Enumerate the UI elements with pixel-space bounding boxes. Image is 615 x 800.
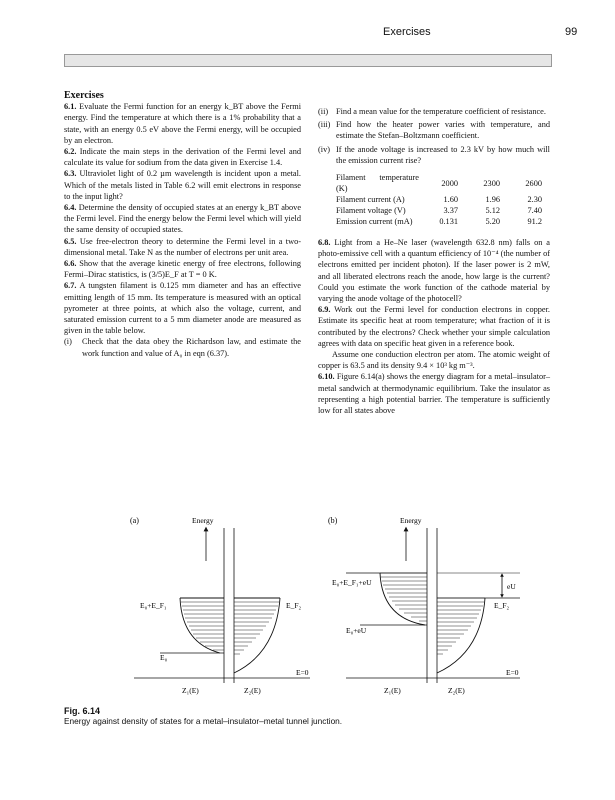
figure-caption	[64, 706, 550, 726]
exercise-6-9-note: Assume one conduction electron per atom. The atomic weight of copper is 63.5 and its density 9.4 × 10³ kg m⁻³.	[318, 350, 550, 371]
figure-6-14	[110, 513, 550, 698]
panel-a	[130, 516, 310, 695]
panel-a-ef1-label: E₀+E_F₁	[140, 601, 167, 610]
panel-b-energy-label: Energy	[400, 516, 422, 525]
panel-b-ef1-label: E₀+E_F₁+eU	[332, 578, 372, 587]
panel-a-left-fill	[180, 598, 224, 650]
exercises-heading: Exercises	[64, 90, 104, 101]
panel-a-tag: (a)	[130, 516, 139, 525]
panel-b-z1-label: Z₁(E)	[384, 686, 401, 695]
page-number: 99	[565, 26, 578, 38]
panel-b-left-fill	[380, 573, 427, 621]
exercise-6-6: 6.6. Show that the average kinetic energy of free electrons, following Fermi–Dirac statistics, is (3/5)E_F at T = 0 K.	[64, 259, 302, 280]
exercise-6-8: 6.8. Light from a He–Ne laser (wavelength 632.8 nm) falls on a photo-emissive cell with a quantum efficiency of 10⁻⁴ (the number of electrons emitted per incident photon). If the laser power is 2 mW, and all liberated electrons reach the anode, how large is the current? Could you estimate the work function of the cathode material by varying the anode voltage of the photocell?	[318, 238, 550, 304]
panel-a-ef2-label: E_F₂	[286, 601, 302, 610]
table-row: Filament voltage (V) 3.37 5.12 7.40	[336, 206, 542, 216]
exercise-6-7-part-iv: (iv) If the anode voltage is increased to 2.3 kV by how much will the emission current rise?	[318, 144, 550, 165]
panel-a-right-curve	[234, 598, 280, 673]
panel-b-right-fill	[437, 598, 485, 654]
exercise-6-7: 6.7. A tungsten filament is 0.125 mm diameter and has an effective emitting length of 15 mm. Its temperature is measured with an optical pyrometer at three points, at which also the voltage, current, and saturated emission current to a 5 mm diameter anode are measured as given in the table below.	[64, 281, 301, 336]
running-header	[0, 26, 615, 42]
right-column	[318, 106, 550, 416]
panel-b-right-curve	[437, 598, 485, 673]
exercise-6-7-part-iii: (iii) Find how the heater power varies with temperature, and estimate the Stefan–Boltzmann coefficient.	[318, 120, 550, 141]
exercise-6-3: 6.3. Ultraviolet light of 0.2 µm wavelength is incident upon a metal. Which of the metals listed in Table 6.2 will emit electrons in response to the input light?	[64, 169, 301, 201]
exercise-6-7-part-ii: (ii) Find a mean value for the temperature coefficient of resistance.	[318, 107, 546, 116]
exercise-6-4: 6.4. Determine the density of occupied states at an energy k_BT above the Fermi level. Find the energy below the Fermi level which will yield the same density of occupied states.	[64, 203, 302, 235]
exercise-6-9: 6.9. Work out the Fermi level for conduction electrons in copper. Estimate its specific heat at room temperature; what fraction of it is contributed by the electrons? Check whether your simple calculation agrees with data on specific heat given in a reference book.	[318, 305, 550, 348]
panel-b-eu-label: eU	[507, 582, 516, 591]
exercise-6-1: 6.1. Evaluate the Fermi function for an energy k_BT above the Fermi energy. Find the temperature at which there is a 1% probability that a state, with an energy 0.5 eV above the Fermi energy, will be occupied by an electron.	[64, 102, 302, 145]
exercise-6-7-part-i: (i) Check that the data obey the Richardson law, and estimate the work function and value of A₀ in eqn (6.37).	[64, 337, 301, 358]
header-section-title: Exercises	[383, 26, 431, 38]
panel-b-e0eu-label: E₀+eU	[346, 626, 367, 635]
panel-a-z2-label: Z₂(E)	[244, 686, 261, 695]
panel-a-energy-label: Energy	[192, 516, 214, 525]
panel-b	[328, 516, 520, 695]
header-rule-bar	[64, 54, 552, 67]
panel-b-ef2-label: E_F₂	[494, 601, 510, 610]
filament-data-table	[336, 172, 550, 227]
panel-b-ezero-label: E=0	[506, 668, 519, 677]
panel-a-z1-label: Z₁(E)	[182, 686, 199, 695]
panel-a-e0-label: E₀	[160, 653, 168, 662]
left-column	[64, 90, 301, 361]
exercise-6-2: 6.2. Indicate the main steps in the derivation of the Fermi level and calculate its value for sodium from the data given in Exercise 1.4.	[64, 147, 301, 168]
figure-caption-text: Energy against density of states for a metal–insulator–metal tunnel junction.	[64, 716, 343, 726]
table-row: Emission current (mA) 0.131 5.20 91.2	[336, 217, 542, 227]
exercise-6-10: 6.10. Figure 6.14(a) shows the energy diagram for a metal–insulator–metal sandwich at thermodynamic equilibrium. Take the insulator as representing a high potential barrier. The temperature is sufficiently low for all states above	[318, 372, 551, 416]
table-row: Filament temperature (K) 2000 2300 2600	[336, 173, 542, 194]
panel-b-z2-label: Z₂(E)	[448, 686, 465, 695]
exercise-6-5: 6.5. Use free-electron theory to determine the Fermi level in a two-dimensional metal. Take N as the number of electrons per unit area.	[64, 236, 302, 257]
table-row: Filament current (A) 1.60 1.96 2.30	[336, 195, 542, 205]
panel-b-tag: (b)	[328, 516, 338, 525]
figure-label: Fig. 6.14	[64, 706, 101, 716]
panel-a-right-fill	[234, 598, 280, 654]
panel-a-ezero-label: E=0	[296, 668, 309, 677]
